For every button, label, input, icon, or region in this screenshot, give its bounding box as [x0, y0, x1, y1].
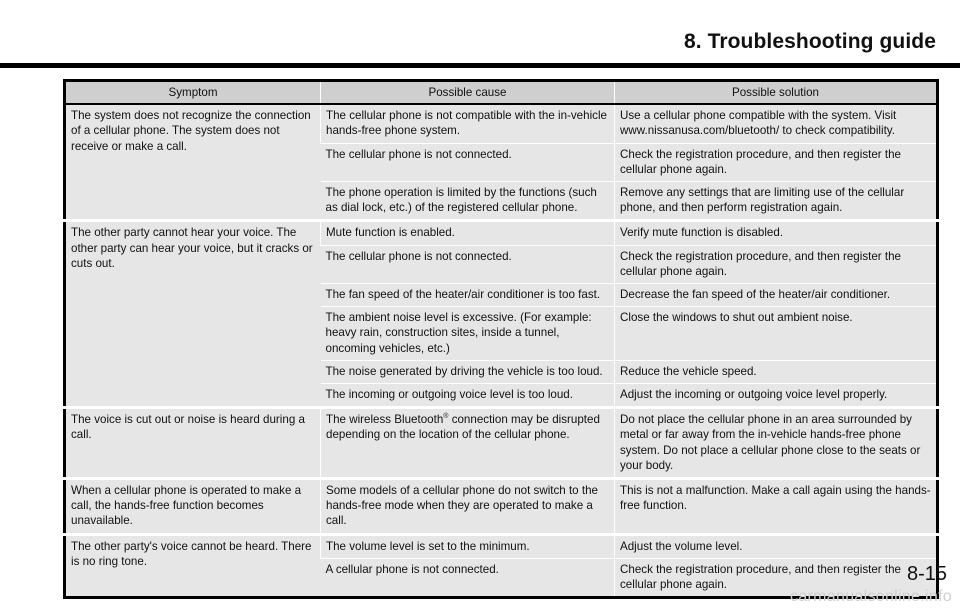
cause-cell: The noise generated by driving the vehicle is too loud. [321, 360, 615, 383]
watermark-text: carmanualsonline.info [790, 588, 952, 605]
section-title: 8. Troubleshooting guide [683, 30, 936, 53]
page-number: 8-15 [906, 563, 947, 585]
solution-cell: Remove any settings that are limiting use of the cellular phone, and then perform registration again. [615, 182, 938, 221]
cause-cell: The fan speed of the heater/air conditioner is too fast. [321, 284, 615, 307]
cause-cell: A cellular phone is not connected. [321, 558, 615, 597]
solution-cell: Use a cellular phone compatible with the system. Visit www.nissanusa.com/bluetooth/ to check compatibility. [615, 104, 938, 143]
solution-cell: Verify mute function is disabled. [615, 221, 938, 245]
cause-cell: Some models of a cellular phone do not switch to the hands-free mode when they are operated to make a call. [321, 479, 615, 535]
column-header-symptom: Symptom [65, 81, 321, 105]
cause-cell: The incoming or outgoing voice level is too loud. [321, 384, 615, 408]
solution-cell: Close the windows to shut out ambient noise. [615, 307, 938, 361]
cause-cell: The volume level is set to the minimum. [321, 534, 615, 558]
table-header-row [65, 81, 938, 105]
cause-text-start: The wireless Bluetooth [326, 413, 444, 427]
cause-cell [321, 408, 615, 479]
cause-cell: The phone operation is limited by the functions (such as dial lock, etc.) of the registered cellular phone. [321, 182, 615, 221]
solution-cell: Check the registration procedure, and then register the cellular phone again. [615, 143, 938, 181]
symptom-cell: When a cellular phone is operated to make a call, the hands-free function becomes unavailable. [65, 479, 321, 535]
cause-cell: The cellular phone is not connected. [321, 143, 615, 181]
table-row [65, 408, 938, 479]
cause-cell: Mute function is enabled. [321, 221, 615, 245]
solution-cell: Decrease the fan speed of the heater/air conditioner. [615, 284, 938, 307]
solution-cell: This is not a malfunction. Make a call again using the hands-free function. [615, 479, 938, 535]
table-row [65, 221, 938, 245]
header-rule [0, 63, 960, 68]
column-header-solution: Possible solution [615, 81, 938, 105]
table-row [65, 534, 938, 558]
solution-cell: Adjust the volume level. [615, 534, 938, 558]
symptom-cell: The system does not recognize the connection of a cellular phone. The system does not receive or make a call. [65, 104, 321, 221]
cause-cell: The cellular phone is not connected. [321, 245, 615, 283]
table-row [65, 479, 938, 535]
table-row [65, 104, 938, 143]
cause-cell: The cellular phone is not compatible with the in-vehicle hands-free phone system. [321, 104, 615, 143]
cause-cell: The ambient noise level is excessive. (For example: heavy rain, construction sites, inside a tunnel, oncoming vehicles, etc.) [321, 307, 615, 361]
symptom-cell: The other party cannot hear your voice. The other party can hear your voice, but it cracks or cuts out. [65, 221, 321, 408]
solution-cell: Do not place the cellular phone in an area surrounded by metal or far away from the in-vehicle hands-free phone system. Do not place a cellular phone close to the seats or your body. [615, 408, 938, 479]
cause-text-end: connection may be disrupted depending on the location of the cellular phone. [326, 413, 600, 442]
column-header-cause: Possible cause [321, 81, 615, 105]
solution-cell: Reduce the vehicle speed. [615, 360, 938, 383]
solution-cell: Check the registration procedure, and then register the cellular phone again. [615, 558, 938, 597]
solution-cell: Adjust the incoming or outgoing voice level properly. [615, 384, 938, 408]
registered-mark: ® [443, 413, 449, 421]
solution-cell: Check the registration procedure, and then register the cellular phone again. [615, 245, 938, 283]
symptom-cell: The voice is cut out or noise is heard during a call. [65, 408, 321, 479]
troubleshooting-table [63, 79, 939, 599]
symptom-cell: The other party's voice cannot be heard. There is no ring tone. [65, 534, 321, 598]
